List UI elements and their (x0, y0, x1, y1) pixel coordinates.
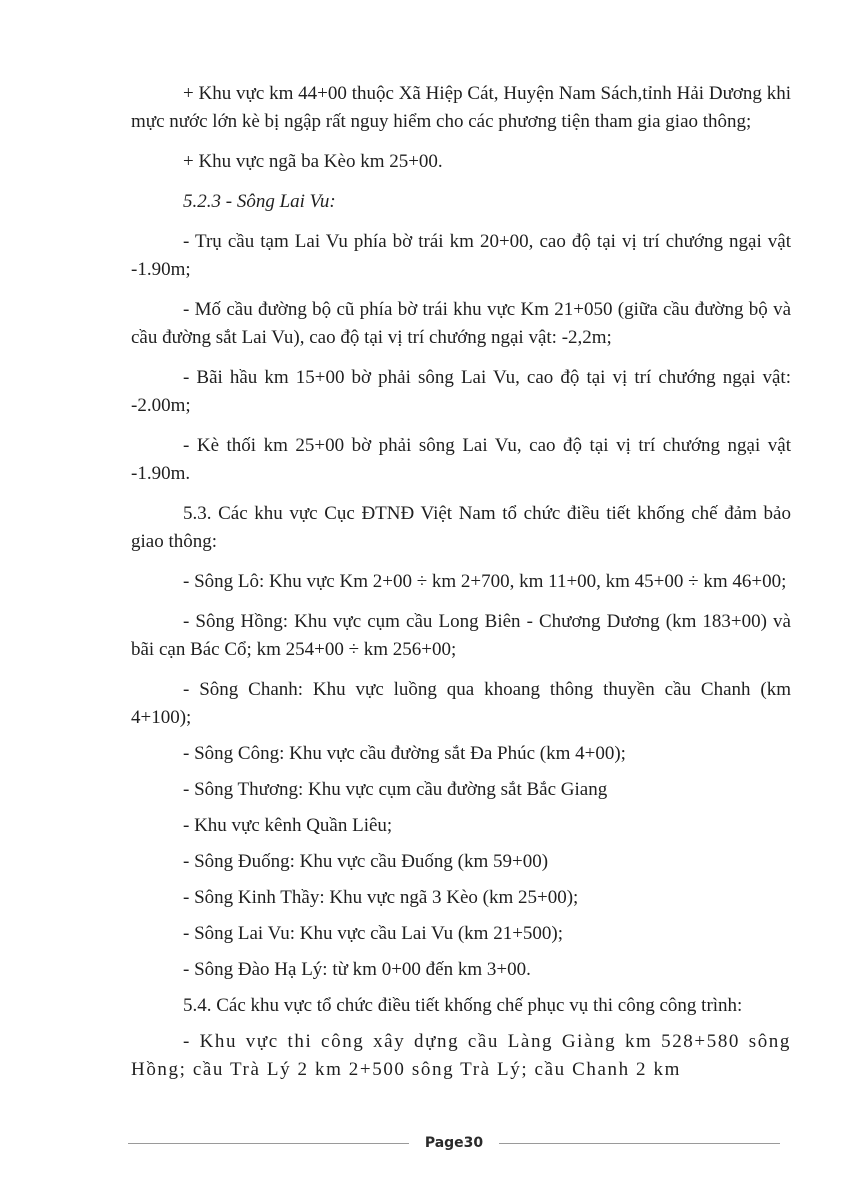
page-footer (128, 1131, 780, 1155)
paragraph: - Khu vực kênh Quần Liêu; (183, 815, 393, 836)
paragraph: - Khu vực thi công xây dựng cầu Làng Giàng km 528+580 sông Hồng; cầu Trà Lý 2 km 2+500 sông Trà Lý; cầu Chanh 2 km (131, 1031, 791, 1080)
paragraph: + Khu vực km 44+00 thuộc Xã Hiệp Cát, Huyện Nam Sách,tỉnh Hải Dương khi mực nước lớn kè bị ngập rất nguy hiểm cho các phương tiện tham gia giao thông; (131, 83, 791, 132)
paragraph: - Sông Đào Hạ Lý: từ km 0+00 đến km 3+00. (183, 959, 531, 980)
section-heading: 5.3. Các khu vực Cục ĐTNĐ Việt Nam tổ chức điều tiết khống chế đảm bảo giao thông: (131, 503, 791, 552)
document-body (131, 80, 791, 1084)
footer-rule-right (499, 1143, 780, 1144)
paragraph: - Sông Chanh: Khu vực luồng qua khoang thông thuyền cầu Chanh (km 4+100); (131, 679, 791, 728)
section-heading: 5.4. Các khu vực tổ chức điều tiết khống chế phục vụ thi công công trình: (183, 995, 743, 1016)
paragraph: - Sông Lai Vu: Khu vực cầu Lai Vu (km 21+500); (183, 923, 564, 944)
paragraph: - Trụ cầu tạm Lai Vu phía bờ trái km 20+00, cao độ tại vị trí chướng ngại vật -1.90m; (131, 231, 791, 280)
paragraph: - Sông Công: Khu vực cầu đường sắt Đa Phúc (km 4+00); (183, 743, 626, 764)
paragraph: - Sông Kinh Thầy: Khu vực ngã 3 Kèo (km 25+00); (183, 887, 579, 908)
paragraph: - Kè thối km 25+00 bờ phải sông Lai Vu, cao độ tại vị trí chướng ngại vật -1.90m. (131, 435, 791, 484)
paragraph: - Sông Hồng: Khu vực cụm cầu Long Biên - Chương Dương (km 183+00) và bãi cạn Bác Cổ; km 254+00 ÷ km 256+00; (131, 611, 791, 660)
paragraph: + Khu vực ngã ba Kèo km 25+00. (183, 151, 443, 172)
paragraph: - Bãi hầu km 15+00 bờ phải sông Lai Vu, cao độ tại vị trí chướng ngại vật: -2.00m; (131, 367, 791, 416)
paragraph: - Sông Lô: Khu vực Km 2+00 ÷ km 2+700, km 11+00, km 45+00 ÷ km 46+00; (183, 571, 787, 592)
page-number: Page30 (424, 1135, 484, 1151)
paragraph: - Sông Thương: Khu vực cụm cầu đường sắt Bắc Giang (183, 779, 608, 800)
section-heading: 5.2.3 - Sông Lai Vu: (183, 191, 336, 212)
footer-rule-left (128, 1143, 409, 1144)
paragraph: - Sông Đuống: Khu vực cầu Đuống (km 59+00) (183, 851, 549, 872)
paragraph: - Mố cầu đường bộ cũ phía bờ trái khu vực Km 21+050 (giữa cầu đường bộ và cầu đường sắt Lai Vu), cao độ tại vị trí chướng ngại vật: -2,2m; (131, 299, 791, 348)
